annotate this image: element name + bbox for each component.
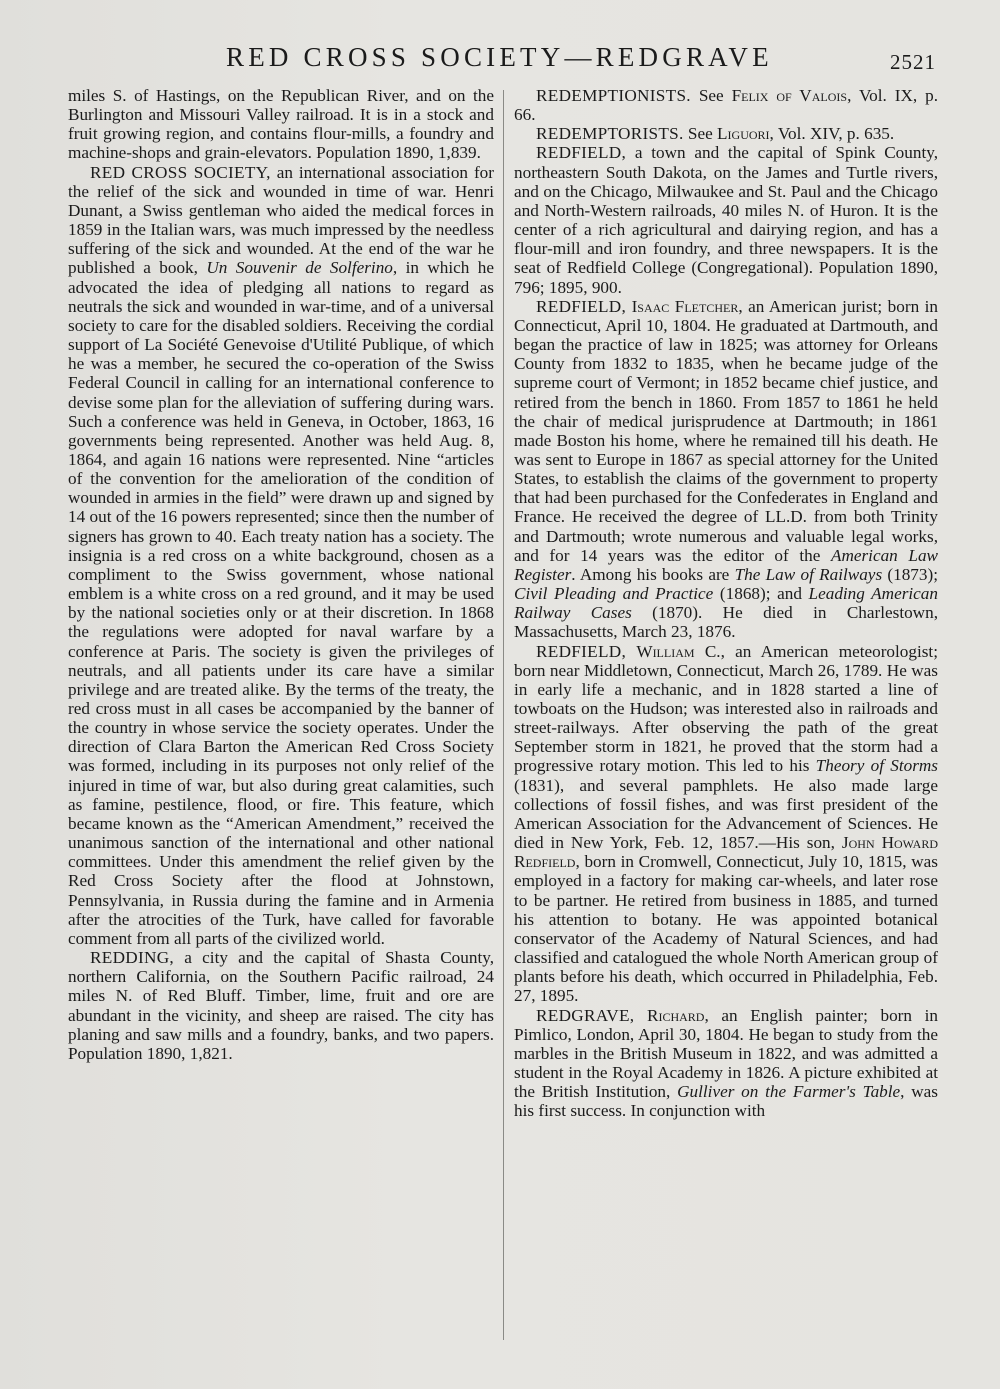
right-column — [514, 86, 938, 1356]
paragraph-text: , an American meteorologist; born near Middletown, Connecticut, March 26, 1789. He was in early life a mechanic, and in 1828 started a line of towboats on the Hudson; was interested also in railroads and street-railways. After observing the path of the great September storm in 1821, he proved that the storm had a progressive rotary motion. This led to his — [514, 641, 938, 776]
article-redfield-town — [514, 143, 938, 296]
article-redfield-william — [514, 642, 938, 1006]
running-head: RED CROSS SOCIETY—REDGRAVE — [226, 42, 773, 72]
paragraph-text: (1870). He died in Charlestown, Massachusetts, March 23, 1876. — [514, 603, 938, 642]
page-number: 2521 — [890, 50, 936, 74]
headword: RED CROSS SOCIETY, — [90, 162, 271, 182]
paragraph-text: See — [683, 124, 718, 144]
paragraph-text: (1868); and — [713, 584, 809, 604]
paragraph-text: an international association for the relief of the sick and wounded in time of war. Henri Dunant, a Swiss gentleman who aided the medical forces in 1859 in the Italian wars, was much impressed by the needless suffering of the sick and wounded. At the end of the war he published a book, — [68, 162, 494, 278]
cross-reference: Liguori — [717, 124, 770, 144]
paragraph-text: miles S. of Hastings, on the Republican River, and on the Burlington and Missouri Valley railroad. It is in a stock and fruit growing region, and contains flour-mills, a foundry and machine-shops and grain-elevators. Population 1890, 1,839. — [68, 86, 494, 163]
book-title: Leading American Railway Cases — [514, 584, 938, 623]
book-title: Civil Pleading and Practice — [514, 584, 714, 604]
cross-reference: Felix of Valois — [731, 86, 848, 105]
paragraph-text: (1831), and several pamphlets. He also made large collections of fossil fishes, and was first president of the American Association for the Advancement of Sciences. He died in New York, Feb. 12, 1857.—His son, — [514, 775, 938, 853]
article-red-cross-society — [68, 163, 494, 948]
paragraph-text: a town and the capital of Spink County, northeastern South Dakota, on the James and Turtle rivers, and on the Chicago, Milwaukee and St. Paul and the Chicago and North-Western railroads, 40 miles N. of Huron. It is the center of a rich agricultural and dairying region, and has a flour-mill and iron foundry, and three newspapers. It is the seat of Redfield College (Congregational). Population 1890, 796; 1895, 900. — [514, 143, 938, 297]
column-divider — [503, 90, 504, 1340]
page-header — [0, 40, 1000, 80]
paragraph-text: See — [690, 86, 732, 105]
paragraph-text: , born in Cromwell, Connecticut, July 10, 1815, was employed in a factory for making car-wheels, and later rose to be partner. He retired from business in 1885, and turned his attention to botany. He was appointed botanical conservator of the Academy of Natural Sciences, and had classified and catalogued the whole North American group of plants before his death, which occurred in Philadelphia, Feb. 27, 1895. — [514, 852, 938, 1006]
left-column — [68, 86, 494, 1356]
article-redgrave — [514, 1006, 938, 1121]
article-hastings-continuation — [68, 86, 494, 163]
book-title: American Law Register — [514, 545, 938, 584]
person-name: John Howard Redfield — [514, 833, 938, 872]
paragraph-text: . Among his books are — [571, 564, 735, 584]
paragraph-text: , in which he advocated the idea of pledging all nations to regard as neutrals the sick and wounded in war-time, and of a universal society to care for the disabled soldiers. Receiving the cordial support of La Société Genevoise d'Utilité Publique, of which he was a member, he secured the co-operation of the Swiss Federal Council in calling for an international conference to devise some plan for the alleviation of suffering during wars. Such a conference was held in Geneva, in October, 1863, 16 governments being represented. Another was held Aug. 8, 1864, and again 16 nations were represented. Nine “articles of the convention for the amelioration of the condition of wounded in armies in the field” were drawn up and signed by 14 out of the 16 powers represented; since then the number of signers has grown to 40. Each treaty nation has a society. The insignia is a red cross on a white background, chosen as a compliment to the Swiss government, whose national emblem is a white cross on a red ground, and it may be used by the national societies only or at their discretion. In 1868 the regulations were adopted for naval warfare by a conference at Paris. The society is given the privileges of neutrals, and all patients under its care have a similar privilege and are treated alike. By the terms of the treaty, the red cross must in all cases be accompanied by the banner of the country in whose service the society operates. Under the direction of Clara Barton the American Red Cross Society was formed, including in its purposes not only relief of the injured in time of war, but also during great calamities, such as famine, pestilence, flood, or fire. This feature, which became known as the “American Amendment,” received the unanimous sanction of the international and other national committees. Under this amendment the relief given by the Red Cross Society after the flood at Johnstown, Pennsylvania, in Russia during the famine and in Armenia after the atrocities of the Turk, have called for favorable comment from all parts of the civilized world. — [68, 258, 494, 948]
book-title: Un Souvenir de Solferino — [206, 258, 393, 278]
person-name: Richard — [646, 1005, 705, 1025]
paragraph-text: , was his first success. In conjunction with — [514, 1082, 938, 1121]
headword: REDDING, — [90, 948, 175, 968]
paragraph-text: , an English painter; born in Pimlico, London, April 30, 1804. He began to study from the marbles in the British Museum in 1822, and was admitted a student in the Royal Academy in 1826. A picture exhibited at the British Institution, — [514, 1005, 938, 1102]
headword: REDEMPTIONISTS. — [536, 86, 691, 105]
paragraph-text: , Vol. IX, p. 66. — [514, 86, 938, 125]
headword: REDFIELD, — [536, 143, 627, 163]
paragraph-text: , an American jurist; born in Connecticut, April 10, 1804. He graduated at Dartmouth, and began the practice of law in 1825; was attorney for Orleans County from 1832 to 1835, when he became judge of the supreme court of Vermont; in 1852 became chief justice, and retired from the bench in 1860. From 1857 to 1861 he held the chair of medical jurisprudence at Dartmouth; in 1861 made Boston his home, where he remained till his death. He was sent to Europe in 1867 as special attorney for the United States, to establish the claims of the government to property that had been purchased for the Confederates in England and France. He received the degree of LL.D. from both Trinity and Dartmouth; wrote numerous and valuable legal works, and for 14 years was the editor of the — [514, 296, 938, 565]
headword: REDGRAVE, — [536, 1005, 635, 1025]
person-name: Isaac Fletcher — [631, 296, 739, 316]
paragraph-text: a city and the capital of Shasta County, northern California, on the Southern Pacific railroad, 24 miles N. of Red Bluff. Timber, lime, fruit and ore are abundant in the vicinity, and sheep are raised. The city has planing and saw mills and a foundry, banks, and two papers. Population 1890, 1,821. — [68, 948, 494, 1063]
headword: REDFIELD, — [536, 296, 627, 316]
article-redemptorists — [514, 124, 938, 143]
book-title: Gulliver on the Farmer's Table — [677, 1082, 901, 1102]
book-title: The Law of Railways — [734, 564, 883, 584]
headword: REDFIELD, — [536, 641, 627, 661]
paragraph-text: , Vol. XIV, p. 635. — [769, 124, 895, 144]
article-redfield-isaac — [514, 297, 938, 642]
book-title: Theory of Storms — [815, 756, 938, 776]
paragraph-text: (1873); — [882, 564, 938, 584]
person-name: William C. — [636, 641, 721, 661]
headword: REDEMPTORISTS. — [536, 124, 684, 144]
article-redding — [68, 948, 494, 1063]
article-redemptionists — [514, 86, 938, 124]
